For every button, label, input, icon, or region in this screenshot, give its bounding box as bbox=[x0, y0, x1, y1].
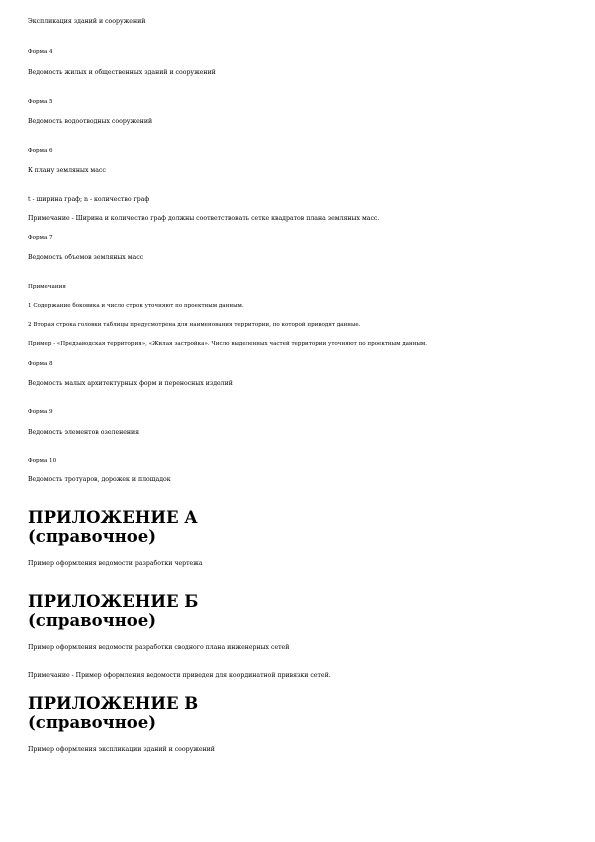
appendix-v-title: ПРИЛОЖЕНИЕ В bbox=[28, 694, 199, 713]
note-line: 1 Содержание боковика и число строк уточняют по проектным данным. bbox=[28, 303, 244, 309]
text-line: Ведомость водоотводных сооружений bbox=[28, 118, 153, 125]
appendix-v-subtitle: (справочное) bbox=[28, 713, 157, 732]
text-line: Ведомость объемов земляных масс bbox=[28, 254, 144, 261]
note-line: Примечание - Ширина и количество граф должны соответствовать сетке квадратов плана земляных масс. bbox=[28, 215, 380, 222]
note-line: 2 Вторая строка головки таблицы предусмотрена для наименования территории, по которой приводят данные. bbox=[28, 322, 361, 328]
text-line: Ведомость тротуаров, дорожек и площадок bbox=[28, 476, 171, 483]
form-label: Форма 8 bbox=[28, 361, 53, 367]
form-label: Форма 10 bbox=[28, 458, 57, 464]
notes-heading: Примечания bbox=[28, 284, 66, 290]
appendix-a-subtitle: (справочное) bbox=[28, 527, 157, 546]
note-line: Пример - «Предзаводская территория», «Жилая застройка». Число выделенных частей территории уточняют по проектным данным. bbox=[28, 341, 428, 347]
appendix-a-line: Пример оформления ведомости разработки чертежа bbox=[28, 560, 203, 567]
form-label: Форма 5 bbox=[28, 99, 53, 105]
form-label: Форма 4 bbox=[28, 49, 53, 55]
text-line: К плану земляных масс bbox=[28, 167, 106, 174]
appendix-b-subtitle: (справочное) bbox=[28, 611, 157, 630]
appendix-v-line: Пример оформления экспликации зданий и сооружений bbox=[28, 746, 215, 753]
text-line: Ведомость жилых и общественных зданий и сооружений bbox=[28, 69, 216, 76]
form-label: Форма 9 bbox=[28, 409, 53, 415]
form-label: Форма 7 bbox=[28, 235, 53, 241]
text-line: Экспликация зданий и сооружений bbox=[28, 18, 146, 25]
appendix-a-title: ПРИЛОЖЕНИЕ А bbox=[28, 508, 198, 527]
text-line: t - ширина граф; n - количество граф bbox=[28, 196, 150, 203]
appendix-b-note: Примечание - Пример оформления ведомости приведен для координатной привязки сетей. bbox=[28, 672, 331, 679]
text-line: Ведомость малых архитектурных форм и переносных изделий bbox=[28, 380, 233, 387]
text-line: Ведомость элементов озеленения bbox=[28, 429, 140, 436]
appendix-b-line: Пример оформления ведомости разработки сводного плана инженерных сетей bbox=[28, 644, 290, 651]
form-label: Форма 6 bbox=[28, 148, 53, 154]
appendix-b-title: ПРИЛОЖЕНИЕ Б bbox=[28, 592, 199, 611]
